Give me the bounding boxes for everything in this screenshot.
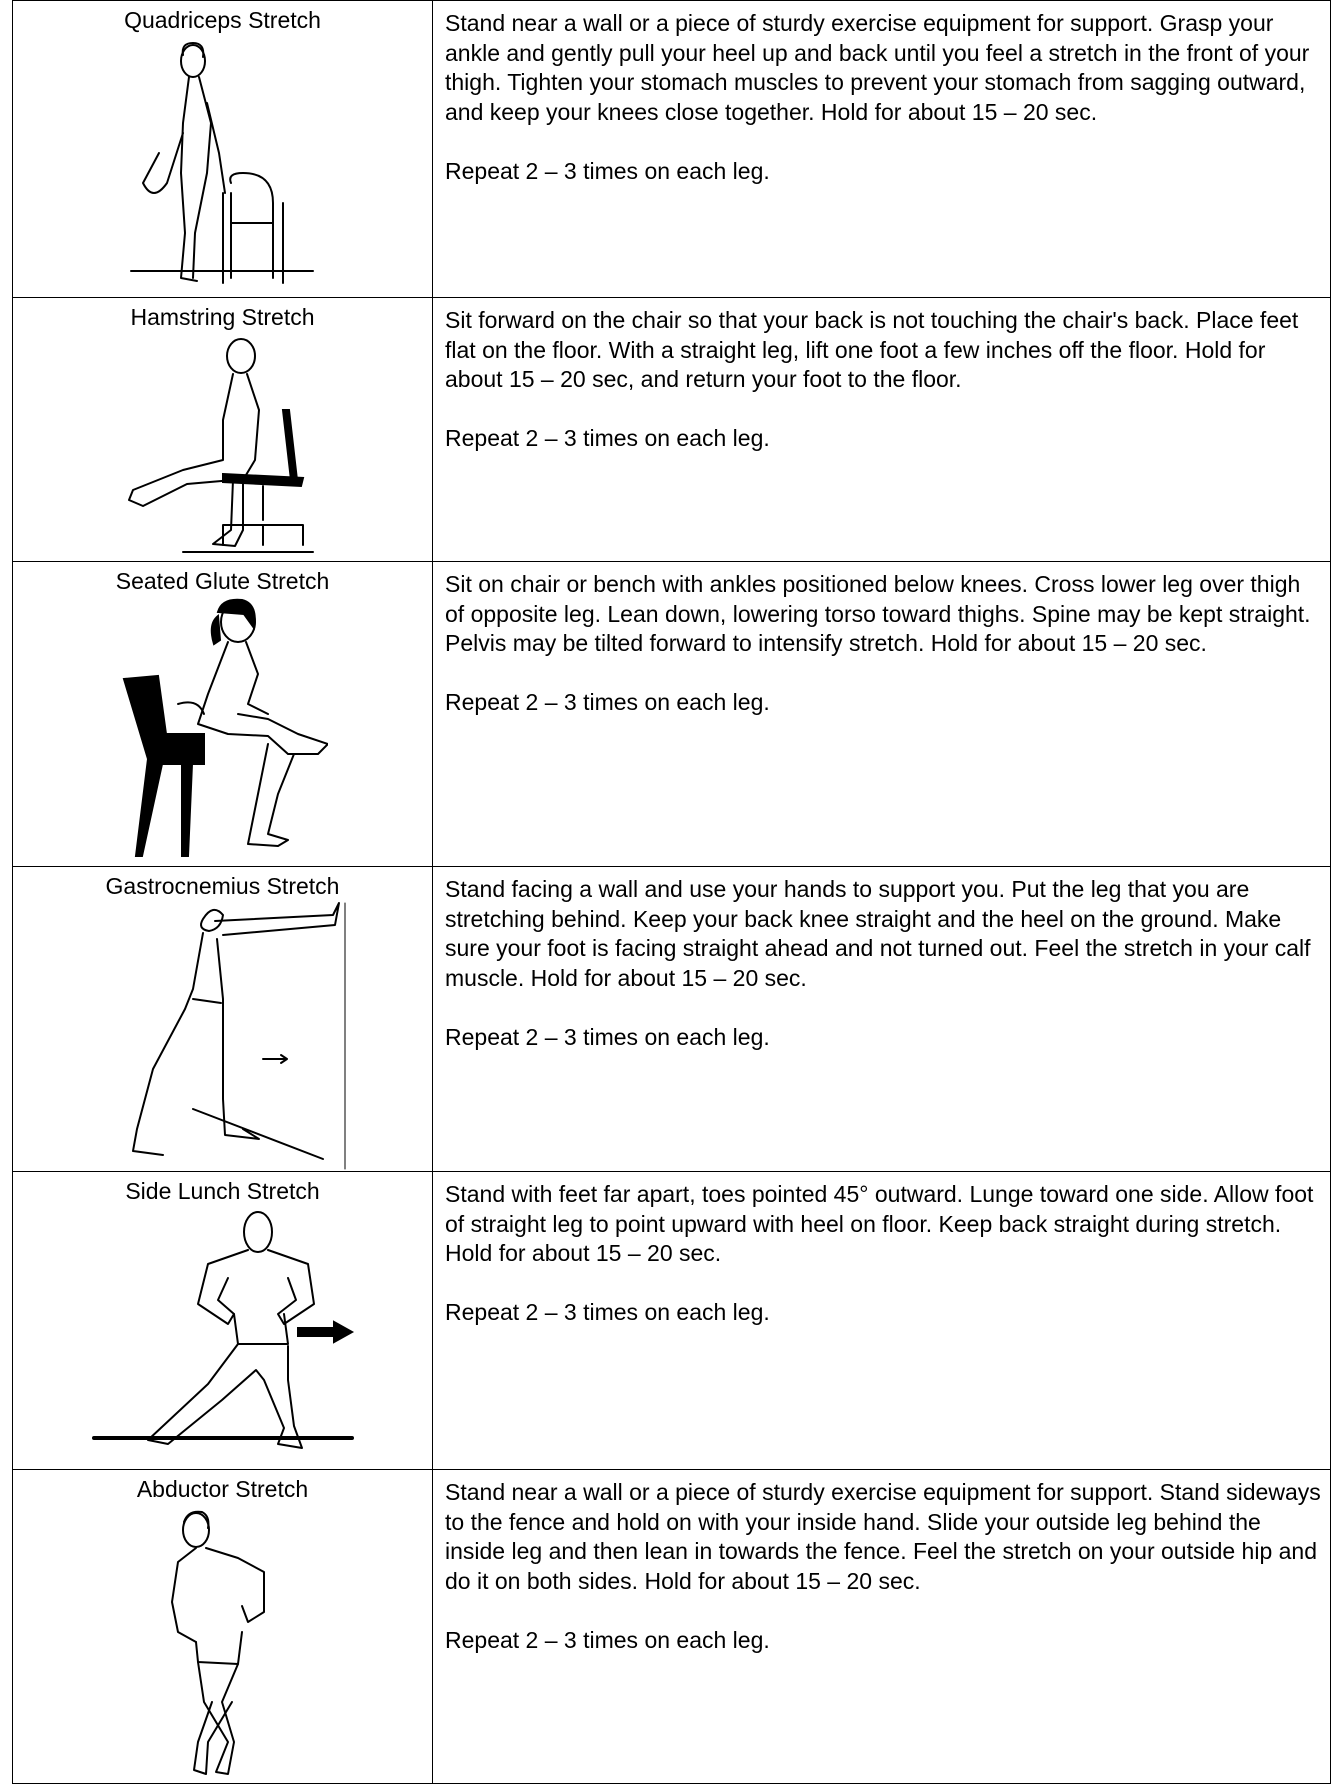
exercise-repeat: Repeat 2 – 3 times on each leg.: [445, 689, 770, 715]
instructions-cell: [433, 562, 1331, 867]
stretch-sheet: [12, 0, 1331, 1785]
exercise-name: Side Lunch Stretch: [125, 1178, 320, 1204]
exercise-instructions: Stand facing a wall and use your hands to support you. Put the leg that you are stretching behind. Keep your back knee straight and the heel on the ground. Make sure your foot is facing straight ahead and not turned out. Feel the stretch in your calf muscle. Hold for about 15 – 20 sec.: [445, 876, 1311, 991]
table-row: [13, 298, 1331, 562]
exercise-repeat: Repeat 2 – 3 times on each leg.: [445, 425, 770, 451]
stretch-table: [12, 0, 1331, 1784]
instructions-cell: [433, 1172, 1331, 1470]
exercise-repeat: Repeat 2 – 3 times on each leg.: [445, 1299, 770, 1325]
instructions-cell: [433, 867, 1331, 1172]
exercise-instructions: Sit on chair or bench with ankles positioned below knees. Cross lower leg over thigh of opposite leg. Lean down, lowering torso toward thighs. Spine may be kept straight. Pelvis may be tilted forward to intensify stretch. Hold for about 15 – 20 sec.: [445, 571, 1311, 656]
exercise-repeat: Repeat 2 – 3 times on each leg.: [445, 1626, 770, 1653]
instructions-cell: [433, 298, 1331, 562]
seated-glute-stretch-illustration: [118, 594, 328, 862]
quadriceps-stretch-illustration: [123, 33, 323, 295]
exercise-cell: [13, 1470, 433, 1784]
exercise-cell: [13, 298, 433, 562]
table-row: [13, 867, 1331, 1172]
hamstring-stretch-illustration: [113, 330, 333, 558]
exercise-instructions: Stand with feet far apart, toes pointed 45° outward. Lunge toward one side. Allow foot of straight leg to point upward with heel on floor. Keep back straight during stretch. Hold for about 15 – 20 sec.: [445, 1181, 1314, 1266]
instructions-cell: [433, 1, 1331, 298]
exercise-cell: [13, 562, 433, 867]
exercise-name: Hamstring Stretch: [130, 304, 315, 330]
exercise-repeat: Repeat 2 – 3 times on each leg.: [445, 1023, 770, 1050]
exercise-instructions: Stand near a wall or a piece of sturdy exercise equipment for support. Stand sideways to the fence and hold on with your inside hand. Slide your outside leg behind the inside leg and then lean in towards the fence. Feel the stretch on your outside hip and do it on both sides. Hold for about 15 – 20 sec.: [445, 1479, 1321, 1594]
exercise-name: Seated Glute Stretch: [115, 568, 330, 594]
table-row: [13, 1, 1331, 298]
side-lunge-stretch-illustration: [88, 1204, 358, 1466]
exercise-instructions: Sit forward on the chair so that your back is not touching the chair's back. Place feet flat on the floor. With a straight leg, lift one foot a few inches off the floor. Hold for about 15 – 20 sec, and return your foot to the floor.: [445, 307, 1299, 392]
instructions-cell: [433, 1470, 1331, 1784]
table-row: [13, 1470, 1331, 1784]
table-row: [13, 562, 1331, 867]
exercise-name: Gastrocnemius Stretch: [105, 873, 340, 899]
gastrocnemius-stretch-illustration: [93, 899, 353, 1171]
exercise-cell: [13, 1, 433, 298]
exercise-cell: [13, 867, 433, 1172]
table-row: [13, 1172, 1331, 1470]
abductor-stretch-illustration: [138, 1502, 308, 1780]
exercise-name: Abductor Stretch: [136, 1476, 309, 1502]
exercise-instructions: Stand near a wall or a piece of sturdy exercise equipment for support. Grasp your ankle and gently pull your heel up and back until you feel a stretch in the front of your thigh. Tighten your stomach muscles to prevent your stomach from sagging outward, and keep your knees close together. Hold for about 15 – 20 sec.: [445, 10, 1310, 125]
exercise-cell: [13, 1172, 433, 1470]
exercise-repeat: Repeat 2 – 3 times on each leg.: [445, 157, 770, 184]
exercise-name: Quadriceps Stretch: [124, 7, 321, 33]
